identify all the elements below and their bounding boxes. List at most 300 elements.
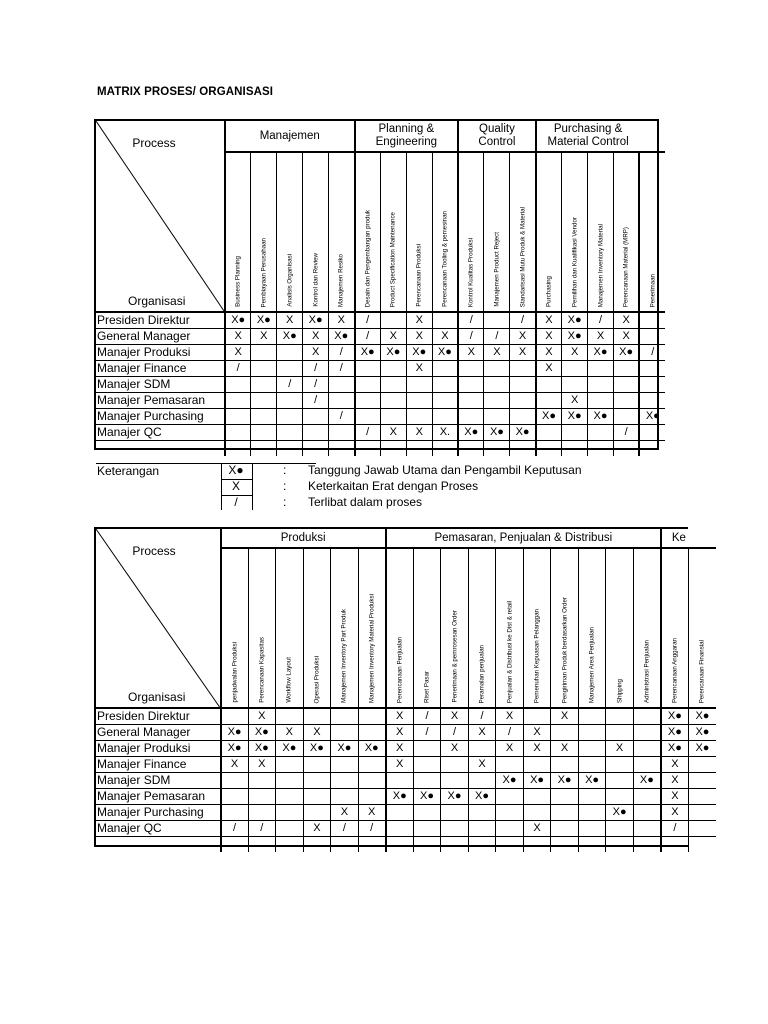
matrix-cell — [458, 409, 484, 425]
matrix-cell: / — [329, 409, 355, 425]
matrix-cell: X● — [432, 345, 458, 361]
row-label: Manajer QC — [96, 425, 225, 441]
matrix-cell — [277, 361, 303, 377]
matrix-row — [96, 837, 716, 853]
column-header-label: Penerimaan & pemrosesan Order — [451, 610, 458, 703]
matrix-cell: X● — [578, 773, 606, 789]
matrix-cell — [331, 789, 359, 805]
matrix-cell: / — [413, 708, 441, 725]
matrix-cell — [277, 441, 303, 457]
matrix-cell — [331, 773, 359, 789]
matrix-cell — [578, 725, 606, 741]
matrix-cell: / — [303, 361, 329, 377]
matrix-cell: X — [225, 329, 251, 345]
matrix-cell: X● — [551, 773, 579, 789]
group-header: Ke — [671, 531, 686, 544]
matrix-cell — [277, 393, 303, 409]
row-label — [96, 441, 225, 457]
matrix-cell — [355, 441, 381, 457]
column-header — [484, 152, 510, 312]
matrix-cell — [251, 409, 277, 425]
row-label: Manajer Finance — [96, 361, 225, 377]
column-header-label: Workflow Layout — [285, 657, 293, 703]
matrix-cell — [380, 441, 406, 457]
matrix-cell — [536, 425, 562, 441]
legend-description: Keterkaitan Erat dengan Proses — [308, 479, 479, 493]
row-label: General Manager — [96, 329, 225, 345]
column-header-label: Penerimaan — [649, 273, 657, 307]
matrix-cell — [510, 377, 536, 393]
matrix-cell — [523, 789, 551, 805]
matrix-cell — [588, 425, 614, 441]
matrix-cell: / — [458, 329, 484, 345]
matrix-cell — [248, 805, 276, 821]
matrix-cell: / — [413, 725, 441, 741]
matrix-row — [96, 821, 716, 837]
matrix-cell: X — [661, 789, 689, 805]
matrix-cell: X — [496, 741, 524, 757]
matrix-cell: X● — [458, 425, 484, 441]
matrix-cell — [613, 377, 639, 393]
matrix-cell — [688, 821, 716, 837]
column-header — [588, 152, 614, 312]
matrix-cell — [355, 377, 381, 393]
matrix-cell — [303, 757, 331, 773]
column-header-label: Pemilihan dan Kualifikasi Vendor — [571, 216, 579, 307]
matrix-cell — [277, 425, 303, 441]
column-header-label: Pengiriman Produk berdasarkan Order — [561, 596, 569, 703]
matrix-row — [96, 741, 716, 757]
matrix-cell: X● — [510, 425, 536, 441]
matrix-cell — [221, 789, 249, 805]
matrix-cell — [484, 377, 510, 393]
matrix-row — [96, 708, 716, 725]
matrix-cell: X● — [221, 741, 249, 757]
corner-header — [96, 529, 221, 708]
matrix-cell: X● — [251, 312, 277, 329]
matrix-cell: X● — [688, 741, 716, 757]
matrix-cell: X● — [331, 741, 359, 757]
matrix-cell — [358, 773, 386, 789]
matrix-cell: X● — [496, 773, 524, 789]
matrix-cell: X — [536, 312, 562, 329]
matrix-cell: X. — [432, 425, 458, 441]
matrix-cell: X● — [562, 312, 588, 329]
matrix-cell — [441, 773, 469, 789]
matrix-cell — [406, 409, 432, 425]
row-label: Manajer SDM — [96, 377, 225, 393]
matrix-cell — [551, 789, 579, 805]
matrix-cell — [639, 441, 665, 457]
column-header-label: Analisis Organisasi — [286, 254, 294, 307]
group-header: Quality Control — [458, 121, 536, 152]
matrix-cell — [613, 441, 639, 457]
matrix-cell — [458, 441, 484, 457]
matrix-cell — [578, 708, 606, 725]
matrix-cell: X● — [303, 741, 331, 757]
matrix-cell — [251, 361, 277, 377]
matrix-cell — [251, 425, 277, 441]
column-header — [496, 548, 524, 708]
column-header — [613, 152, 639, 312]
matrix-cell — [386, 821, 414, 837]
matrix-cell — [606, 708, 634, 725]
column-header — [536, 152, 562, 312]
matrix-cell: X● — [441, 789, 469, 805]
matrix-cell — [413, 821, 441, 837]
matrix-cell: X — [225, 345, 251, 361]
matrix-cell — [358, 725, 386, 741]
matrix-cell: X — [441, 708, 469, 725]
matrix-cell — [221, 805, 249, 821]
matrix-cell — [484, 441, 510, 457]
matrix-cell — [458, 377, 484, 393]
matrix-row — [96, 377, 665, 393]
matrix-cell — [276, 773, 304, 789]
matrix-cell — [496, 757, 524, 773]
matrix-cell: X — [380, 425, 406, 441]
column-header-label: Perencanaan Produksi — [415, 244, 423, 307]
matrix-cell — [551, 725, 579, 741]
legend-heading: Keterangan — [97, 464, 160, 478]
matrix-cell — [633, 789, 661, 805]
matrix-cell — [578, 821, 606, 837]
column-header — [277, 152, 303, 312]
column-header — [358, 548, 386, 708]
matrix-cell — [358, 837, 386, 853]
matrix-cell — [329, 425, 355, 441]
matrix-cell: X● — [303, 312, 329, 329]
column-header — [331, 548, 359, 708]
column-header — [380, 152, 406, 312]
matrix-cell — [588, 361, 614, 377]
corner-organisasi-label: Organisasi — [128, 690, 186, 704]
matrix-cell: / — [358, 821, 386, 837]
matrix-cell: / — [510, 312, 536, 329]
matrix-cell: X● — [661, 708, 689, 725]
row-label: Presiden Direktur — [96, 312, 225, 329]
matrix-cell — [413, 805, 441, 821]
matrix-cell: X — [536, 361, 562, 377]
matrix-cell — [406, 377, 432, 393]
column-header-label: Purchasing — [545, 276, 553, 307]
column-header-label: Operasi Produksi — [313, 655, 321, 703]
matrix-cell — [613, 393, 639, 409]
matrix-cell — [562, 361, 588, 377]
matrix-cell — [536, 377, 562, 393]
column-header — [355, 152, 381, 312]
matrix-cell — [523, 837, 551, 853]
matrix-cell: X● — [386, 789, 414, 805]
column-header-label: Product Specification Maintenance — [389, 211, 397, 307]
matrix-cell: X — [303, 821, 331, 837]
matrix-cell: X — [523, 725, 551, 741]
matrix-row — [96, 725, 716, 741]
matrix-cell: X — [406, 361, 432, 377]
matrix-cell — [432, 409, 458, 425]
matrix-cell: X● — [606, 805, 634, 821]
matrix-cell — [510, 441, 536, 457]
column-header — [633, 548, 661, 708]
matrix-cell — [639, 329, 665, 345]
matrix-row — [96, 361, 665, 377]
matrix-cell: X● — [633, 773, 661, 789]
matrix-cell: X — [661, 773, 689, 789]
matrix-cell — [303, 409, 329, 425]
matrix-cell — [303, 805, 331, 821]
matrix-cell — [578, 837, 606, 853]
column-header — [303, 152, 329, 312]
legend-symbol: X● — [228, 463, 244, 477]
column-header — [225, 152, 251, 312]
matrix-cell: / — [221, 821, 249, 837]
column-header-label: Riset Pasar — [423, 671, 431, 703]
matrix-cell — [251, 393, 277, 409]
matrix-cell — [468, 805, 496, 821]
legend-item — [221, 495, 641, 510]
matrix-cell — [251, 345, 277, 361]
matrix-cell — [688, 757, 716, 773]
matrix-cell — [329, 441, 355, 457]
matrix-cell — [303, 425, 329, 441]
column-header — [406, 152, 432, 312]
row-label: Manajer Purchasing — [96, 409, 225, 425]
matrix-cell — [413, 837, 441, 853]
matrix-cell: / — [441, 725, 469, 741]
matrix-cell — [303, 441, 329, 457]
corner-organisasi-label: Organisasi — [128, 294, 186, 308]
matrix-cell: X● — [639, 409, 665, 425]
column-header — [551, 548, 579, 708]
matrix-cell: X — [562, 345, 588, 361]
matrix-cell: X● — [276, 741, 304, 757]
matrix-cell: X — [303, 329, 329, 345]
matrix-cell — [276, 789, 304, 805]
matrix-cell — [606, 757, 634, 773]
column-header-label: Shipping — [616, 678, 624, 703]
matrix-cell: X — [276, 725, 304, 741]
column-header-label: Perencanaan Material (MRP) — [622, 226, 630, 307]
matrix-cell — [221, 773, 249, 789]
matrix-cell — [358, 789, 386, 805]
matrix-cell — [578, 741, 606, 757]
matrix-cell — [225, 441, 251, 457]
column-header — [248, 548, 276, 708]
matrix-cell: X — [386, 708, 414, 725]
row-label: Manajer Finance — [96, 757, 221, 773]
matrix-cell: X — [329, 312, 355, 329]
matrix-cell — [277, 345, 303, 361]
matrix-cell — [496, 805, 524, 821]
matrix-cell: X● — [221, 725, 249, 741]
matrix-cell: X● — [406, 345, 432, 361]
matrix-cell: X● — [562, 409, 588, 425]
matrix-cell — [523, 757, 551, 773]
matrix-cell — [484, 393, 510, 409]
column-header — [468, 548, 496, 708]
matrix-row — [96, 329, 665, 345]
matrix-cell — [406, 441, 432, 457]
matrix-row — [96, 312, 665, 329]
matrix-cell: X — [251, 329, 277, 345]
matrix-cell: X● — [523, 773, 551, 789]
matrix-cell — [688, 773, 716, 789]
matrix-cell: X● — [380, 345, 406, 361]
matrix-cell — [578, 805, 606, 821]
column-header-label: Perencanaan Kapasitas — [258, 637, 266, 703]
matrix-cell — [633, 741, 661, 757]
matrix-cell: X● — [358, 741, 386, 757]
matrix-cell: X — [551, 708, 579, 725]
matrix-cell: X — [661, 805, 689, 821]
matrix-cell — [331, 725, 359, 741]
column-header-label: Manajemen Area Penjualan — [588, 626, 596, 703]
column-header — [578, 548, 606, 708]
matrix-cell: X● — [277, 329, 303, 345]
matrix-cell — [432, 377, 458, 393]
matrix-cell — [441, 821, 469, 837]
row-label: Manajer Pemasaran — [96, 789, 221, 805]
matrix-cell: / — [613, 425, 639, 441]
matrix-cell: X — [523, 821, 551, 837]
column-header — [523, 548, 551, 708]
matrix-cell — [458, 393, 484, 409]
matrix-cell — [510, 409, 536, 425]
matrix-cell: / — [468, 708, 496, 725]
matrix-cell — [639, 312, 665, 329]
matrix-cell: X — [536, 329, 562, 345]
matrix-cell — [551, 837, 579, 853]
matrix-row — [96, 757, 716, 773]
column-header — [661, 548, 689, 708]
matrix-cell: X — [221, 757, 249, 773]
matrix-cell: X — [406, 329, 432, 345]
matrix-cell — [276, 757, 304, 773]
matrix-cell: X — [468, 725, 496, 741]
matrix-cell — [639, 377, 665, 393]
matrix-cell: X — [303, 725, 331, 741]
matrix-cell: X — [386, 725, 414, 741]
matrix-cell — [413, 757, 441, 773]
column-header — [606, 548, 634, 708]
column-header — [458, 152, 484, 312]
legend — [96, 463, 636, 513]
matrix-cell: X — [458, 345, 484, 361]
matrix-row — [96, 441, 665, 457]
matrix-cell: X● — [562, 329, 588, 345]
matrix-cell — [606, 837, 634, 853]
matrix-cell: / — [248, 821, 276, 837]
column-header-label: Perencanaan Anggaran — [671, 637, 679, 703]
legend-colon: : — [283, 479, 287, 493]
matrix-cell — [329, 393, 355, 409]
matrix-cell: / — [329, 361, 355, 377]
column-header-label: Manajemen Inventory Part Produk — [340, 609, 348, 703]
matrix-cell — [633, 805, 661, 821]
matrix-cell: X● — [484, 425, 510, 441]
matrix-cell — [432, 312, 458, 329]
matrix-cell — [251, 377, 277, 393]
matrix-cell: X — [536, 345, 562, 361]
row-label: Manajer QC — [96, 821, 221, 837]
matrix-cell: X● — [468, 789, 496, 805]
group-header: Planning & Engineering — [355, 121, 459, 152]
matrix-cell: X — [523, 741, 551, 757]
matrix-cell — [276, 837, 304, 853]
matrix-cell — [277, 409, 303, 425]
matrix-cell — [276, 821, 304, 837]
matrix-cell: X — [613, 312, 639, 329]
matrix-cell: / — [484, 329, 510, 345]
matrix-cell — [510, 393, 536, 409]
column-header-label: Manajemen Product Reject — [493, 232, 501, 307]
matrix-cell — [331, 708, 359, 725]
matrix-cell: X — [441, 741, 469, 757]
matrix-cell — [225, 377, 251, 393]
matrix-cell — [562, 377, 588, 393]
matrix-cell — [380, 393, 406, 409]
matrix-2-table — [96, 529, 716, 852]
matrix-cell: X — [386, 741, 414, 757]
matrix-cell: X● — [536, 409, 562, 425]
matrix-cell — [633, 837, 661, 853]
column-header-label: Business Planning — [234, 256, 242, 307]
matrix-cell — [639, 425, 665, 441]
matrix-cell — [578, 757, 606, 773]
document-title: MATRIX PROSES/ ORGANISASI — [97, 86, 274, 98]
matrix-cell — [441, 805, 469, 821]
matrix-cell — [551, 805, 579, 821]
matrix-cell — [276, 708, 304, 725]
matrix-cell: X● — [355, 345, 381, 361]
matrix-cell: / — [355, 312, 381, 329]
column-header-label: Manajemen Inventory Material Produksi — [368, 593, 376, 703]
column-header — [562, 152, 588, 312]
matrix-cell: X — [406, 312, 432, 329]
matrix-cell: X● — [248, 741, 276, 757]
matrix-cell: X● — [588, 345, 614, 361]
matrix-cell — [413, 741, 441, 757]
corner-process-label: Process — [132, 544, 176, 558]
matrix-cell — [536, 441, 562, 457]
matrix-cell — [688, 805, 716, 821]
matrix-cell — [661, 837, 689, 853]
matrix-cell: / — [639, 345, 665, 361]
legend-item — [221, 463, 641, 478]
matrix-cell — [551, 821, 579, 837]
column-header — [688, 548, 716, 708]
matrix-cell: X — [496, 708, 524, 725]
process-matrix-1 — [94, 119, 659, 450]
matrix-cell: / — [588, 312, 614, 329]
legend-colon: : — [283, 495, 287, 509]
matrix-cell: X● — [225, 312, 251, 329]
column-header-label: Pemenuhan Kepuasan Pelanggan — [533, 608, 541, 703]
column-header-label: Kontrol dan Review — [312, 253, 320, 307]
corner-header — [96, 121, 225, 312]
legend-symbol: X — [231, 479, 240, 493]
matrix-cell — [484, 312, 510, 329]
matrix-cell — [303, 789, 331, 805]
matrix-cell: X — [331, 805, 359, 821]
column-header-label: Kontrol Kualitas Produksi — [467, 237, 475, 307]
matrix-cell — [523, 708, 551, 725]
matrix-cell — [380, 409, 406, 425]
matrix-cell — [562, 441, 588, 457]
matrix-cell — [588, 441, 614, 457]
column-header — [303, 548, 331, 708]
process-matrix-2 — [94, 527, 710, 847]
